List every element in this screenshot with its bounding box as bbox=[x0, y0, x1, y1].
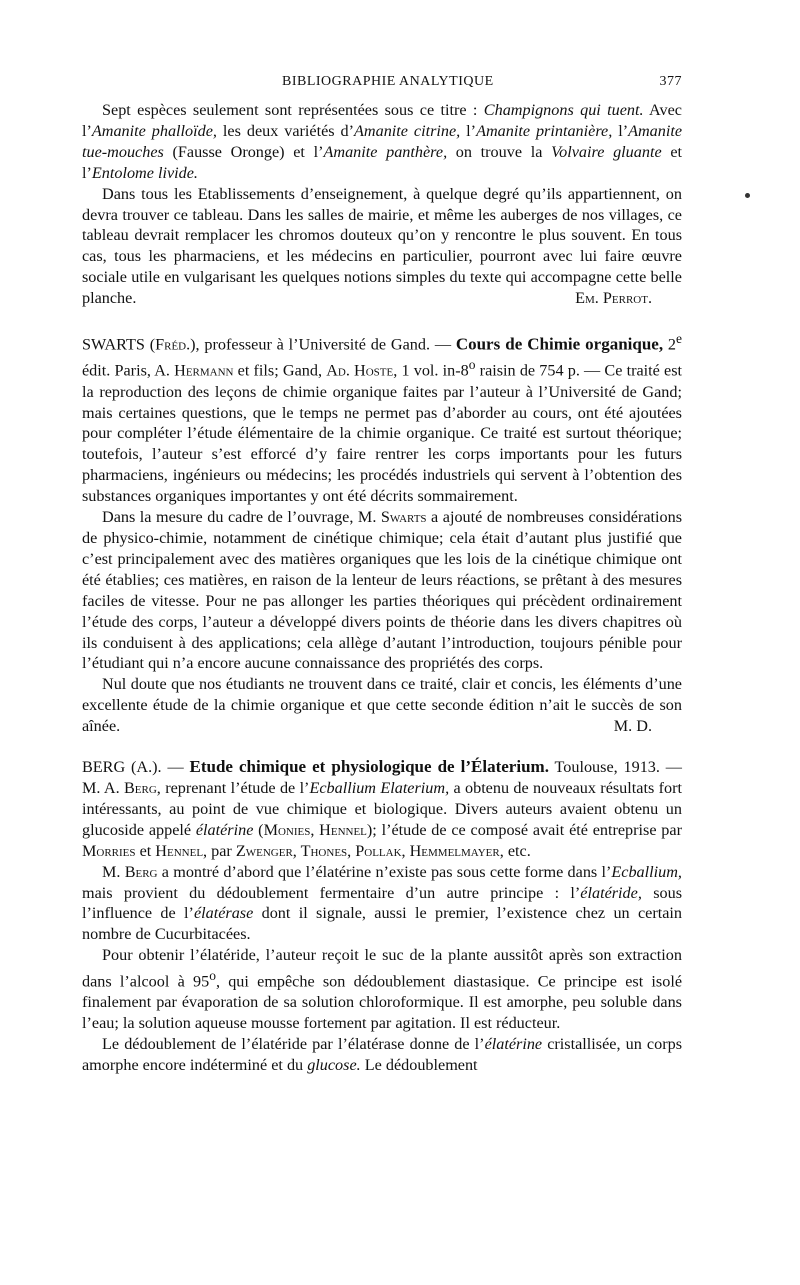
paragraph-berg-montre: M. Berg a montré d’abord que l’élatérine n’existe pas sous cette forme dans l’Ecballium, mais provient du dédoublement fermentaire d’un autre principe : l’élatéride, sous l’influence de l’élatérase dont il signale, aussi le premier, l’existence chez un certain nombre de Cucurbitacées. bbox=[82, 862, 682, 944]
margin-mark bbox=[745, 193, 750, 198]
paragraph-berg-dedoublement: Le dédoublement de l’élatéride par l’élatérase donne de l’élatérine cristallisée, un corps amorphe encore indéterminé et du glucose. Le dédoublement bbox=[82, 1035, 682, 1075]
running-header bbox=[82, 70, 682, 94]
book-title-berg: Etude chimique et physiologique de l’Élaterium. bbox=[189, 757, 549, 777]
paragraph-swarts-cadre: Dans la mesure du cadre de l’ouvrage, M. Swarts a ajouté de nombreuses considérations de physico-chimie, notamment de cinétique chimique; cela était d’autant plus justifié que c’est principalement avec des matières organiques que les lois de la cinétique chimique ont été établies; ces matières, en raison de la lenteur de leurs réactions, se prêtant à des mesures faciles de vitesse. Pour ne pas allonger les parties théoriques qui précèdent ordinairement l’étude des corps, l’auteur a développé divers points de théorie dans les divers chapitres où ils conduisent à des applications; cela allège d’autant l’introduction, toujours pénible pour l’étudiant qui n’a encore aucune connaissance des propriétés des corps. bbox=[82, 508, 682, 673]
page-body bbox=[82, 100, 682, 1076]
paragraph-etablissements: Dans tous les Etablissements d’enseignement, à quelque degré qu’ils appartiennent, on devra trouver ce tableau. Dans les salles de mairie, et même les auberges de nos villages, ce tableau devrait remplacer les chromos douteux qu’on y rencontre le plus souvent. En tous cas, tous les pharmaciens, et les médecins en particulier, pourront avec lui faire œuvre sociale utile en vulgarisant les quelques notions simples du texte qui accompagne cette belle planche. Em. Perrot. bbox=[82, 184, 682, 308]
signature-md: M. D. bbox=[613, 717, 652, 736]
paragraph-berg-obtenir: Pour obtenir l’élatéride, l’auteur reçoit le suc de la plante aussitôt après son extraction dans l’alcool à 95$^o$, qui empêche son dédoublement diastasique. Ce principe est isolé finalement par évaporation de sa solution chloroformique. Il est amorphe, peu soluble dans l’eau; la solution aqueuse mousse fortement par agitation. Il est réducteur. bbox=[82, 946, 682, 1033]
entry-swarts: SWARTS (Fréd.), professeur à l’Université de Gand. — Cours de Chimie organique, 2e édit. Paris, A. Hermann et fils; Gand, Ad. Hoste, 1 vol. in-8$^o$ raisin de 754 p. — Ce traité est la reproduction des leçons de chimie organique faites par l’auteur à l’Université de Gand; mais certaines questions, que le temps ne permet pas d’aborder au cours, ont été ajoutées pour compléter l’étude élémentaire de la chimie organique. Ce traité est surtout théorique; toutefois, l’auteur s’est efforcé d’y faire rentrer les corps importants pour les futurs pharmaciens, ingénieurs ou médecins; les procédés industriels qui servent à l’obtention des substances organiques importantes y ont été décrits sommairement. bbox=[82, 331, 683, 506]
page-number: 377 bbox=[659, 74, 682, 89]
paragraph-champignons: Sept espèces seulement sont représentées sous ce titre : Champignons qui tuent. Avec l’Amanite phalloïde, les deux variétés d’Amanite citrine, l’Amanite printanière, l’Amanite tue-mouches (Fausse Oronge) et l’Amanite panthère, on trouve la Volvaire gluante et l’Entolome livide. bbox=[82, 101, 683, 182]
book-title-swarts: Cours de Chimie organique, bbox=[455, 334, 664, 354]
running-title: BIBLIOGRAPHIE ANALYTIQUE bbox=[282, 74, 494, 89]
paragraph-swarts-conclusion: Nul doute que nos étudiants ne trouvent dans ce traité, clair et concis, les éléments d’une excellente étude de la chimie organique et que cette seconde édition n’ait le succès de son aînée. M. D. bbox=[82, 675, 682, 736]
entry-berg: BERG (A.). — Etude chimique et physiologique de l’Élaterium. Toulouse, 1913. — M. A. Berg, reprenant l’étude de l’Ecballium Elaterium, a obtenu de nouveaux résultats fort intéressants, au point de vue chimique et biologique. Divers auteurs avaient obtenu un glucoside appelé élatérine (Monies, Hennel); l’étude de ce composé avait été entreprise par Morries et Hennel, par Zwenger, Thones, Pollak, Hemmelmayer, etc. bbox=[82, 757, 682, 860]
signature-perrot: Em. Perrot. bbox=[575, 289, 652, 308]
